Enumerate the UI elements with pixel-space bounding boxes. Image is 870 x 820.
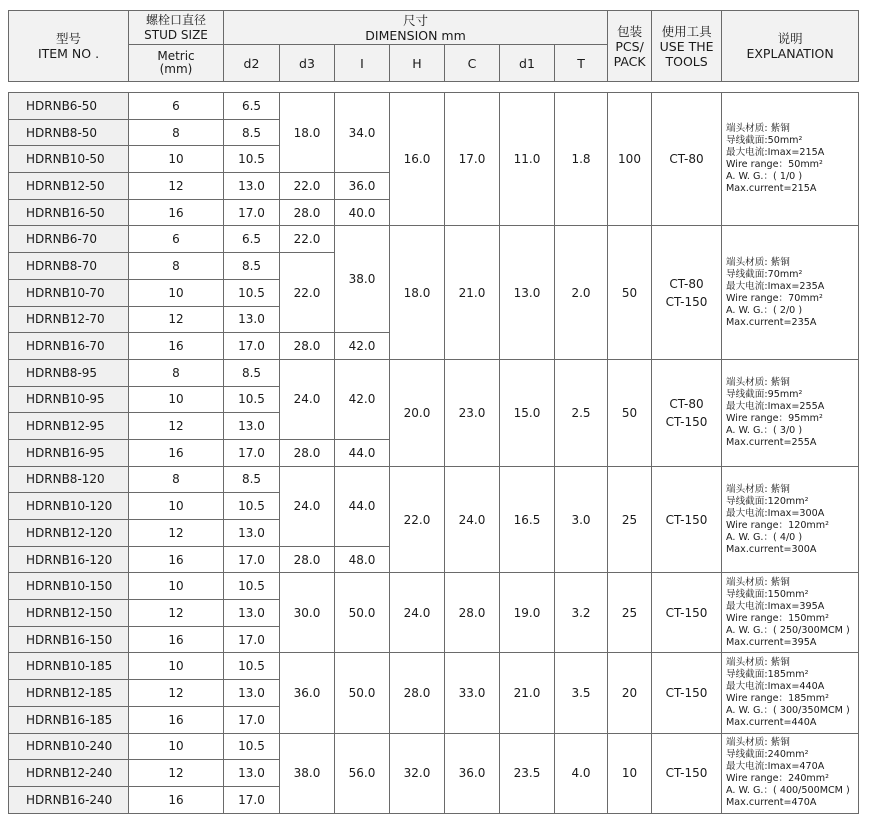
item-no-cell: HDRNB16-70 bbox=[9, 333, 129, 360]
d2-cell: 13.0 bbox=[224, 173, 280, 200]
explanation-line: 最大电流:Imax=255A bbox=[726, 400, 825, 412]
i-cell: 50.0 bbox=[335, 573, 390, 653]
explanation-line: 端头材质: 紫铜 bbox=[726, 123, 790, 135]
i-cell: 36.0 bbox=[335, 173, 390, 200]
explanation-cell bbox=[722, 466, 859, 573]
i-cell: 42.0 bbox=[335, 333, 390, 360]
h-cell: 24.0 bbox=[390, 573, 445, 653]
metric-cell: 6 bbox=[129, 226, 224, 253]
item-no-cell: HDRNB8-70 bbox=[9, 253, 129, 280]
t-cell: 2.0 bbox=[555, 226, 608, 359]
i-cell: 56.0 bbox=[335, 733, 390, 813]
c-cell: 33.0 bbox=[445, 653, 500, 733]
tool-name: CT-150 bbox=[665, 685, 708, 700]
header-pack: 包装 PCS/ PACK bbox=[608, 11, 652, 82]
h-cell: 20.0 bbox=[390, 359, 445, 466]
item-no-cell: HDRNB10-150 bbox=[9, 573, 129, 600]
item-no-cell: HDRNB12-150 bbox=[9, 600, 129, 627]
explanation-cell bbox=[722, 653, 859, 733]
explanation-line: A. W. G.：( 4/0 ) bbox=[726, 531, 803, 543]
metric-cell: 10 bbox=[129, 573, 224, 600]
explanation-line: 最大电流:Imax=440A bbox=[726, 680, 825, 692]
metric-cell: 16 bbox=[129, 786, 224, 813]
item-no-cell: HDRNB12-240 bbox=[9, 760, 129, 787]
tools-cell bbox=[652, 359, 722, 466]
explanation-line: Max.current=395A bbox=[726, 636, 817, 648]
pack-cell: 20 bbox=[608, 653, 652, 733]
d2-cell: 6.5 bbox=[224, 226, 280, 253]
explanation-line: 端头材质: 紫铜 bbox=[726, 483, 790, 495]
item-no-cell: HDRNB6-70 bbox=[9, 226, 129, 253]
metric-cell: 10 bbox=[129, 146, 224, 173]
header-stud-size: 螺栓口直径 STUD SIZE bbox=[129, 11, 224, 45]
tool-name: CT-150 bbox=[665, 294, 708, 309]
explanation-line: 最大电流:Imax=235A bbox=[726, 280, 825, 292]
pack-cell: 10 bbox=[608, 733, 652, 813]
pack-cell: 25 bbox=[608, 573, 652, 653]
item-no-cell: HDRNB8-50 bbox=[9, 119, 129, 146]
item-no-cell: HDRNB8-95 bbox=[9, 359, 129, 386]
explanation-line: 导线截面:95mm² bbox=[726, 388, 803, 400]
d2-cell: 17.0 bbox=[224, 439, 280, 466]
tool-name: CT-80 bbox=[669, 152, 704, 167]
i-cell: 44.0 bbox=[335, 466, 390, 546]
metric-cell: 16 bbox=[129, 626, 224, 653]
header-metric: Metric (mm) bbox=[129, 45, 224, 82]
t-cell: 2.5 bbox=[555, 359, 608, 466]
tool-name: CT-150 bbox=[665, 414, 708, 429]
t-cell: 3.0 bbox=[555, 466, 608, 573]
d2-cell: 17.0 bbox=[224, 786, 280, 813]
d2-cell: 10.5 bbox=[224, 573, 280, 600]
item-no-cell: HDRNB8-120 bbox=[9, 466, 129, 493]
c-cell: 17.0 bbox=[445, 93, 500, 226]
i-cell: 38.0 bbox=[335, 226, 390, 333]
d2-cell: 10.5 bbox=[224, 733, 280, 760]
explanation-line: 端头材质: 紫铜 bbox=[726, 576, 790, 588]
metric-cell: 10 bbox=[129, 279, 224, 306]
explanation-line: A. W. G.：( 300/350MCM ) bbox=[726, 704, 850, 716]
explanation-line: Wire range：150mm² bbox=[726, 612, 829, 624]
d2-cell: 10.5 bbox=[224, 653, 280, 680]
t-cell: 1.8 bbox=[555, 93, 608, 226]
tool-name: CT-80 bbox=[669, 396, 704, 411]
product-table-body bbox=[9, 93, 859, 814]
d1-cell: 11.0 bbox=[500, 93, 555, 226]
d2-cell: 13.0 bbox=[224, 680, 280, 707]
d3-cell: 22.0 bbox=[280, 173, 335, 200]
explanation-line: A. W. G.：( 250/300MCM ) bbox=[726, 624, 850, 636]
product-table bbox=[8, 92, 859, 814]
d2-cell: 10.5 bbox=[224, 386, 280, 413]
explanation-line: Max.current=300A bbox=[726, 543, 817, 555]
i-cell: 48.0 bbox=[335, 546, 390, 573]
metric-cell: 10 bbox=[129, 386, 224, 413]
metric-cell: 16 bbox=[129, 706, 224, 733]
explanation-line: 端头材质: 紫铜 bbox=[726, 737, 790, 749]
explanation-line: 导线截面:50mm² bbox=[726, 135, 803, 147]
d3-cell: 30.0 bbox=[280, 573, 335, 653]
tools-cell bbox=[652, 653, 722, 733]
d2-cell: 17.0 bbox=[224, 546, 280, 573]
explanation-line: 最大电流:Imax=395A bbox=[726, 600, 825, 612]
item-no-cell: HDRNB10-185 bbox=[9, 653, 129, 680]
tools-cell bbox=[652, 226, 722, 359]
tool-name: CT-80 bbox=[669, 276, 704, 291]
metric-cell: 6 bbox=[129, 93, 224, 120]
tool-name: CT-150 bbox=[665, 605, 708, 620]
pack-cell: 50 bbox=[608, 359, 652, 466]
header-h: H bbox=[390, 45, 445, 82]
table-row bbox=[9, 653, 859, 680]
header-item-no: 型号 ITEM NO . bbox=[9, 11, 129, 82]
d1-cell: 15.0 bbox=[500, 359, 555, 466]
d3-cell: 22.0 bbox=[280, 253, 335, 333]
metric-cell: 16 bbox=[129, 199, 224, 226]
metric-cell: 10 bbox=[129, 733, 224, 760]
metric-cell: 10 bbox=[129, 493, 224, 520]
explanation-cell bbox=[722, 573, 859, 653]
explanation-line: 最大电流:Imax=470A bbox=[726, 761, 825, 773]
explanation-line: 最大电流:Imax=215A bbox=[726, 147, 825, 159]
d2-cell: 8.5 bbox=[224, 466, 280, 493]
explanation-cell bbox=[722, 93, 859, 226]
explanation-line: 导线截面:240mm² bbox=[726, 749, 809, 761]
explanation-line: Wire range：240mm² bbox=[726, 773, 829, 785]
c-cell: 28.0 bbox=[445, 573, 500, 653]
explanation-line: Max.current=440A bbox=[726, 716, 817, 728]
d2-cell: 17.0 bbox=[224, 706, 280, 733]
c-cell: 21.0 bbox=[445, 226, 500, 359]
pack-cell: 25 bbox=[608, 466, 652, 573]
metric-cell: 8 bbox=[129, 466, 224, 493]
d2-cell: 17.0 bbox=[224, 626, 280, 653]
d2-cell: 13.0 bbox=[224, 520, 280, 547]
metric-cell: 12 bbox=[129, 760, 224, 787]
explanation-line: 导线截面:120mm² bbox=[726, 495, 809, 507]
d1-cell: 19.0 bbox=[500, 573, 555, 653]
metric-cell: 8 bbox=[129, 119, 224, 146]
h-cell: 16.0 bbox=[390, 93, 445, 226]
metric-cell: 8 bbox=[129, 253, 224, 280]
item-no-cell: HDRNB12-95 bbox=[9, 413, 129, 440]
metric-cell: 8 bbox=[129, 359, 224, 386]
d3-cell: 24.0 bbox=[280, 466, 335, 546]
explanation-line: 导线截面:150mm² bbox=[726, 588, 809, 600]
item-no-cell: HDRNB12-120 bbox=[9, 520, 129, 547]
tools-cell bbox=[652, 466, 722, 573]
d2-cell: 17.0 bbox=[224, 199, 280, 226]
d1-cell: 13.0 bbox=[500, 226, 555, 359]
table-row bbox=[9, 733, 859, 760]
table-row bbox=[9, 573, 859, 600]
explanation-line: 最大电流:Imax=300A bbox=[726, 507, 825, 519]
h-cell: 18.0 bbox=[390, 226, 445, 359]
explanation-line: A. W. G.：( 400/500MCM ) bbox=[726, 785, 850, 797]
h-cell: 22.0 bbox=[390, 466, 445, 573]
explanation-line: Wire range：120mm² bbox=[726, 519, 829, 531]
explanation-line: Max.current=235A bbox=[726, 316, 817, 328]
d1-cell: 16.5 bbox=[500, 466, 555, 573]
d3-cell: 28.0 bbox=[280, 546, 335, 573]
d2-cell: 8.5 bbox=[224, 119, 280, 146]
explanation-line: A. W. G.：( 2/0 ) bbox=[726, 304, 803, 316]
item-no-cell: HDRNB10-70 bbox=[9, 279, 129, 306]
d2-cell: 13.0 bbox=[224, 760, 280, 787]
tool-name: CT-150 bbox=[665, 766, 708, 781]
d2-cell: 6.5 bbox=[224, 93, 280, 120]
item-no-cell: HDRNB12-70 bbox=[9, 306, 129, 333]
h-cell: 32.0 bbox=[390, 733, 445, 813]
explanation-cell bbox=[722, 359, 859, 466]
metric-cell: 16 bbox=[129, 546, 224, 573]
header-i: I bbox=[335, 45, 390, 82]
d2-cell: 13.0 bbox=[224, 600, 280, 627]
t-cell: 3.5 bbox=[555, 653, 608, 733]
metric-cell: 10 bbox=[129, 653, 224, 680]
d2-cell: 8.5 bbox=[224, 359, 280, 386]
header-c: C bbox=[445, 45, 500, 82]
d3-cell: 38.0 bbox=[280, 733, 335, 813]
item-no-cell: HDRNB12-50 bbox=[9, 173, 129, 200]
explanation-line: 端头材质: 紫铜 bbox=[726, 656, 790, 668]
d3-cell: 36.0 bbox=[280, 653, 335, 733]
explanation-line: Wire range：185mm² bbox=[726, 692, 829, 704]
d2-cell: 13.0 bbox=[224, 306, 280, 333]
header-table bbox=[8, 10, 859, 82]
explanation-line: Wire range：95mm² bbox=[726, 412, 823, 424]
pack-cell: 100 bbox=[608, 93, 652, 226]
i-cell: 50.0 bbox=[335, 653, 390, 733]
item-no-cell: HDRNB16-240 bbox=[9, 786, 129, 813]
explanation-line: Max.current=255A bbox=[726, 436, 817, 448]
explanation-line: A. W. G.：( 3/0 ) bbox=[726, 424, 803, 436]
d1-cell: 23.5 bbox=[500, 733, 555, 813]
header-d1: d1 bbox=[500, 45, 555, 82]
table-row bbox=[9, 226, 859, 253]
header-tools: 使用工具 USE THE TOOLS bbox=[652, 11, 722, 82]
item-no-cell: HDRNB10-95 bbox=[9, 386, 129, 413]
metric-cell: 16 bbox=[129, 439, 224, 466]
tools-cell bbox=[652, 93, 722, 226]
d3-cell: 28.0 bbox=[280, 333, 335, 360]
explanation-cell bbox=[722, 226, 859, 359]
metric-cell: 12 bbox=[129, 520, 224, 547]
d2-cell: 10.5 bbox=[224, 493, 280, 520]
explanation-line: 端头材质: 紫铜 bbox=[726, 376, 790, 388]
d2-cell: 8.5 bbox=[224, 253, 280, 280]
header-d3: d3 bbox=[280, 45, 335, 82]
item-no-cell: HDRNB16-95 bbox=[9, 439, 129, 466]
t-cell: 3.2 bbox=[555, 573, 608, 653]
item-no-cell: HDRNB10-50 bbox=[9, 146, 129, 173]
metric-cell: 12 bbox=[129, 680, 224, 707]
metric-cell: 16 bbox=[129, 333, 224, 360]
item-no-cell: HDRNB16-50 bbox=[9, 199, 129, 226]
d3-cell: 28.0 bbox=[280, 199, 335, 226]
explanation-line: 导线截面:185mm² bbox=[726, 668, 809, 680]
d3-cell: 24.0 bbox=[280, 359, 335, 439]
d1-cell: 21.0 bbox=[500, 653, 555, 733]
i-cell: 40.0 bbox=[335, 199, 390, 226]
explanation-line: Wire range：70mm² bbox=[726, 292, 823, 304]
metric-cell: 12 bbox=[129, 306, 224, 333]
item-no-cell: HDRNB16-150 bbox=[9, 626, 129, 653]
metric-cell: 12 bbox=[129, 173, 224, 200]
i-cell: 44.0 bbox=[335, 439, 390, 466]
table-row bbox=[9, 93, 859, 120]
metric-cell: 12 bbox=[129, 413, 224, 440]
tool-name: CT-150 bbox=[665, 512, 708, 527]
item-no-cell: HDRNB6-50 bbox=[9, 93, 129, 120]
d2-cell: 10.5 bbox=[224, 279, 280, 306]
d2-cell: 10.5 bbox=[224, 146, 280, 173]
item-no-cell: HDRNB12-185 bbox=[9, 680, 129, 707]
item-no-cell: HDRNB10-240 bbox=[9, 733, 129, 760]
metric-cell: 12 bbox=[129, 600, 224, 627]
d2-cell: 17.0 bbox=[224, 333, 280, 360]
i-cell: 34.0 bbox=[335, 93, 390, 173]
d2-cell: 13.0 bbox=[224, 413, 280, 440]
table-row bbox=[9, 466, 859, 493]
pack-cell: 50 bbox=[608, 226, 652, 359]
d3-cell: 28.0 bbox=[280, 439, 335, 466]
explanation-line: Max.current=215A bbox=[726, 183, 817, 195]
explanation-line: Wire range：50mm² bbox=[726, 159, 823, 171]
header-t: T bbox=[555, 45, 608, 82]
d3-cell: 22.0 bbox=[280, 226, 335, 253]
tools-cell bbox=[652, 573, 722, 653]
explanation-line: Max.current=470A bbox=[726, 797, 817, 809]
item-no-cell: HDRNB16-185 bbox=[9, 706, 129, 733]
item-no-cell: HDRNB10-120 bbox=[9, 493, 129, 520]
d3-cell: 18.0 bbox=[280, 93, 335, 173]
explanation-line: 导线截面:70mm² bbox=[726, 268, 803, 280]
h-cell: 28.0 bbox=[390, 653, 445, 733]
explanation-line: 端头材质: 紫铜 bbox=[726, 256, 790, 268]
explanation-line: A. W. G.：( 1/0 ) bbox=[726, 171, 803, 183]
tools-cell bbox=[652, 733, 722, 813]
c-cell: 23.0 bbox=[445, 359, 500, 466]
explanation-cell bbox=[722, 733, 859, 813]
header-explanation: 说明 EXPLANATION bbox=[722, 11, 859, 82]
item-no-cell: HDRNB16-120 bbox=[9, 546, 129, 573]
i-cell: 42.0 bbox=[335, 359, 390, 439]
c-cell: 24.0 bbox=[445, 466, 500, 573]
header-dimension: 尺寸 DIMENSION mm bbox=[224, 11, 608, 45]
table-row bbox=[9, 359, 859, 386]
t-cell: 4.0 bbox=[555, 733, 608, 813]
c-cell: 36.0 bbox=[445, 733, 500, 813]
header-d2: d2 bbox=[224, 45, 280, 82]
